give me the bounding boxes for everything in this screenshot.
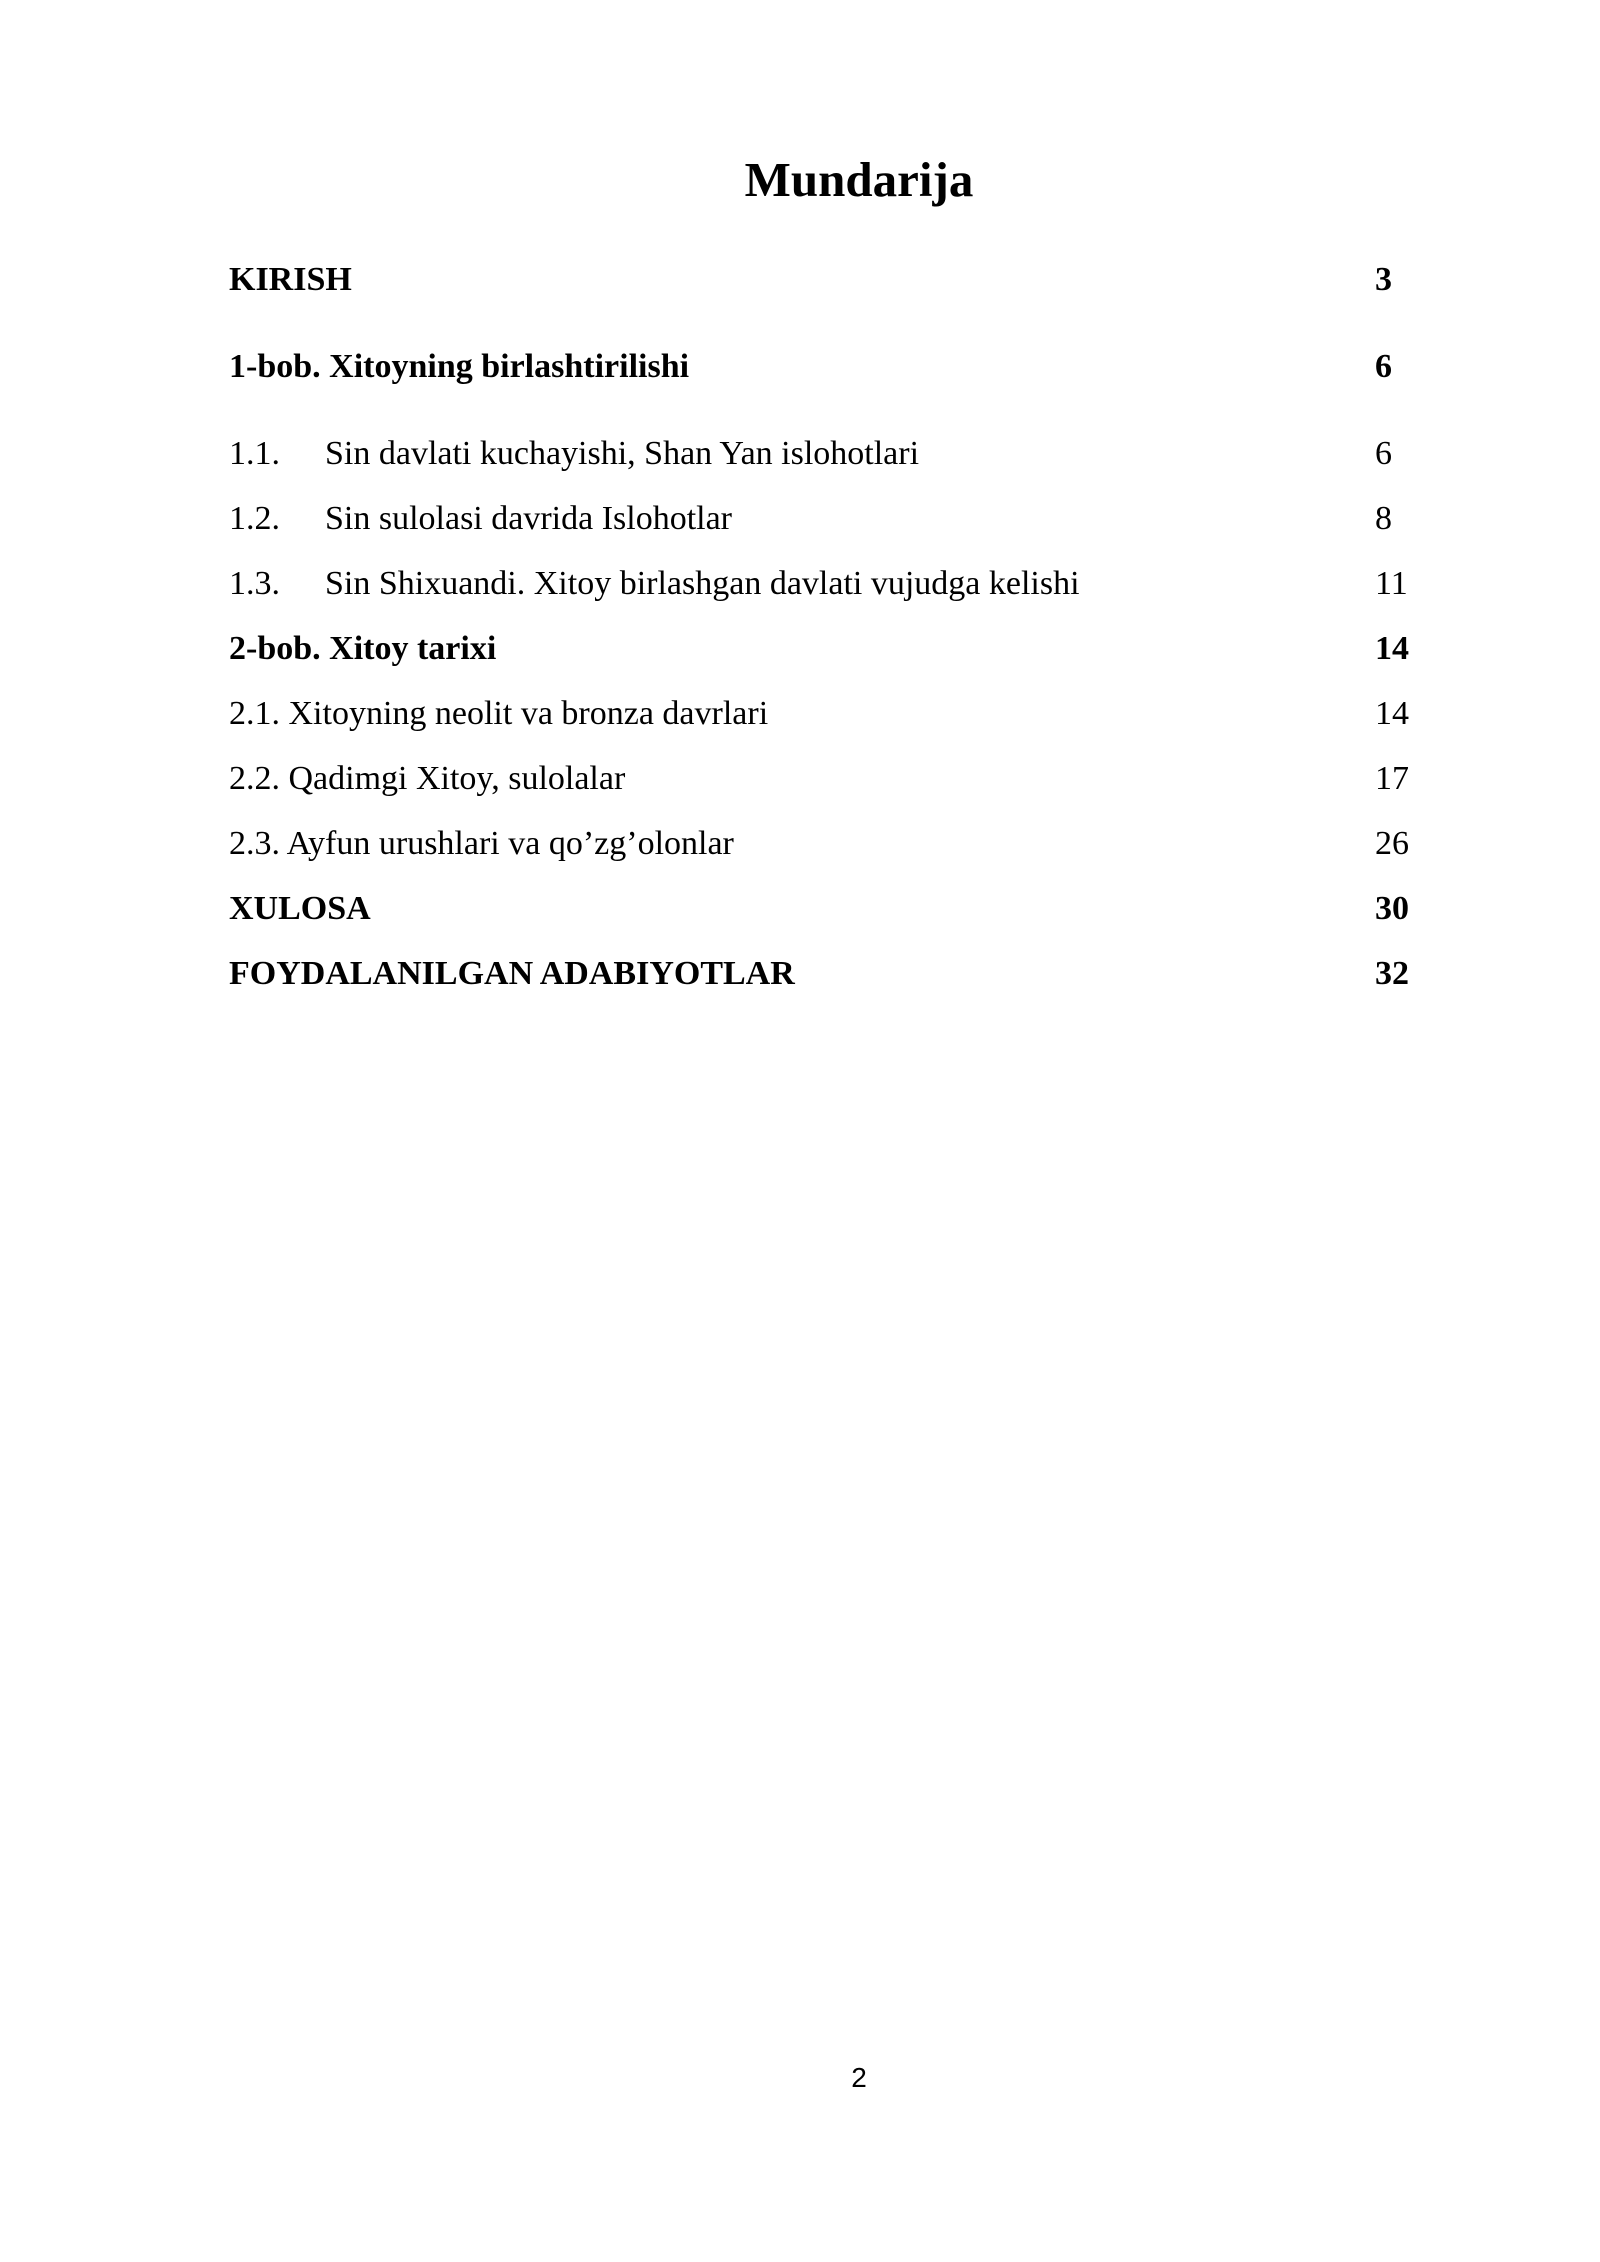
- toc-entry-title: 2-bob. Xitoy tarixi: [229, 630, 497, 667]
- toc-entry-1-2[interactable]: [229, 494, 1419, 544]
- toc-entry-title: XULOSA: [229, 890, 371, 927]
- toc-entry-page: 30: [1375, 890, 1409, 927]
- toc-entry-kirish[interactable]: [229, 255, 1419, 305]
- toc-entry-page: 6: [1375, 348, 1392, 385]
- toc-entry-chapter-1[interactable]: [229, 342, 1419, 392]
- toc-entry-title: Sin sulolasi davrida Islohotlar: [325, 500, 733, 537]
- toc-entry-adabiyotlar[interactable]: [229, 949, 1419, 999]
- toc-entry-number: 1.3.: [229, 565, 280, 602]
- toc-entry-number: 1.1.: [229, 435, 280, 472]
- toc-entry-page: 6: [1375, 435, 1392, 472]
- toc-entry-2-2[interactable]: [229, 754, 1419, 804]
- toc-entry-page: 8: [1375, 500, 1392, 537]
- toc-entry-page: 11: [1375, 565, 1408, 602]
- toc-entry-1-1[interactable]: [229, 429, 1419, 479]
- toc-entry-title: KIRISH: [229, 261, 352, 298]
- toc-entry-page: 14: [1375, 630, 1409, 667]
- toc-entry-2-3[interactable]: [229, 819, 1419, 869]
- toc-entry-2-1[interactable]: [229, 689, 1419, 739]
- toc-entry-title: 2.3. Ayfun urushlari va qo’zg’olonlar: [229, 825, 734, 862]
- toc-entry-page: 26: [1375, 825, 1409, 862]
- toc-entry-page: 32: [1375, 955, 1409, 992]
- toc-entry-page: 14: [1375, 695, 1409, 732]
- toc-entry-title: Sin davlati kuchayishi, Shan Yan islohotlari: [325, 435, 920, 472]
- toc-entry-title: FOYDALANILGAN ADABIYOTLAR: [229, 955, 795, 992]
- toc-entry-chapter-2[interactable]: [229, 624, 1419, 674]
- toc-entry-page: 3: [1375, 261, 1392, 298]
- toc-entry-page: 17: [1375, 760, 1409, 797]
- toc-entry-title: Sin Shixuandi. Xitoy birlashgan davlati vujudga kelishi: [325, 565, 1080, 602]
- toc-entry-title: 2.1. Xitoyning neolit va bronza davrlari: [229, 695, 769, 732]
- toc-entry-number: 1.2.: [229, 500, 280, 537]
- toc-entry-xulosa[interactable]: [229, 884, 1419, 934]
- page-title: Mundarija: [744, 152, 974, 207]
- toc-entry-title: 1-bob. Xitoyning birlashtirilishi: [229, 348, 690, 385]
- page-number: 2: [851, 2062, 867, 2093]
- toc-entry-1-3[interactable]: [229, 559, 1419, 609]
- toc-entry-title: 2.2. Qadimgi Xitoy, sulolalar: [229, 760, 626, 797]
